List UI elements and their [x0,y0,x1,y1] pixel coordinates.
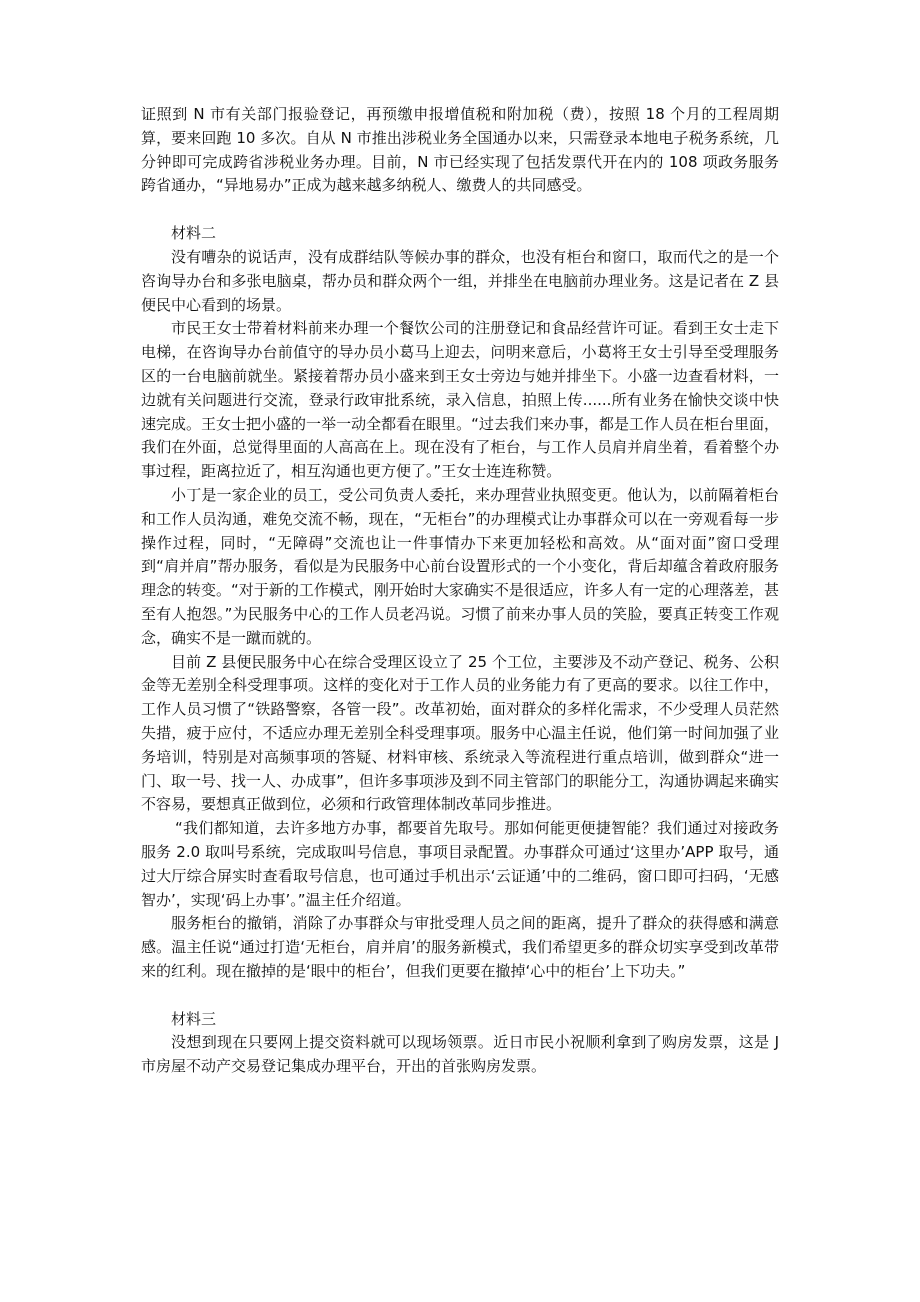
section-spacer [141,198,779,222]
intro-paragraph: 证照到 N 市有关部门报验登记，再预缴申报增值税和附加税（费），按照 18 个月的工程周期算，要来回跑 10 多次。自从 N 市推出涉税业务全国通办以来，只需登录本地电子税务系统，几分钟即可完成跨省涉税业务办理。目前，N 市已经实现了包括发票代开在内的 108 项政务服务跨省通办，“异地易办”正成为越来越多纳税人、缴费人的共同感受。 [141,105,779,195]
material-2-paragraph: 服务柜台的撤销，消除了办事群众与审批受理人员之间的距离，提升了群众的获得感和满意感。温主任说“通过打造‘无柜台，肩并肩’的服务新模式，我们希望更多的群众切实享受到改革带来的红利。现在撤掉的是‘眼中的柜台’，但我们更要在撤掉‘心中的柜台’上下功夫。” [141,914,779,980]
material-3-heading: 材料三 [171,1009,217,1028]
material-2-paragraph: 没有嘈杂的说话声，没有成群结队等候办事的群众，也没有柜台和窗口，取而代之的是一个咨询导办台和多张电脑桌，帮办员和群众两个一组，并排坐在电脑前办理业务。这是记者在 Z 县便民中心看到的场景。 [141,247,779,314]
material-2-paragraph: 市民王女士带着材料前来办理一个餐饮公司的注册登记和食品经营许可证。看到王女士走下电梯，在咨询导办台前值守的导办员小葛马上迎去，问明来意后，小葛将王女士引导至受理服务区的一台电脑前就坐。紧接着帮办员小盛来到王女士旁边与她并排坐下。小盛一边查看材料，一边就有关问题进行交流，登录行政审批系统，录入信息，拍照上传......所有业务在愉快交谈中快速完成。王女士把小盛的一举一动全都看在眼里。“过去我们来办事，都是工作人员在柜台里面，我们在外面，总觉得里面的人高高在上。现在没有了柜台，与工作人员肩并肩坐着，看着整个办事过程，距离拉近了，相互沟通也更方便了。”王女士连连称赞。 [141,319,779,481]
document-page [141,103,779,1079]
material-2-paragraph: 小丁是一家企业的员工，受公司负责人委托，来办理营业执照变更。他认为，以前隔着柜台和工作人员沟通，难免交流不畅，现在，“无柜台”的办理模式让办事群众可以在一旁观看每一步操作过程，同时，“无障碍”交流也让一件事情办下来更加轻松和高效。从“面对面”窗口受理到“肩并肩”帮办服务，看似是为民服务中心前台设置形式的一个小变化，背后却蕴含着政府服务理念的转变。“对于新的工作模式，刚开始时大家确实不是很适应，许多人有一定的心理落差，甚至有人抱怨。”为民服务中心的工作人员老冯说。习惯了前来办事人员的笑脸，要真正转变工作观念，确实不是一蹴而就的。 [141,485,779,647]
material-2-paragraph: “我们都知道，去许多地方办事，都要首先取号。那如何能更便捷智能？我们通过对接政务服务 2.0 取叫号系统，完成取叫号信息，事项目录配置。办事群众可通过‘这里办’APP 取号，通过大厅综合屏实时查看取号信息，也可通过手机出示‘云证通’中的二维码，窗口即可扫码，‘无感智办’，实现‘码上办事’。”温主任介绍道。 [141,819,779,909]
material-2-heading: 材料二 [171,224,217,243]
material-2-paragraph: 目前 Z 县便民服务中心在综合受理区设立了 25 个工位，主要涉及不动产登记、税务、公积金等无差别全科受理事项。这样的变化对于工作人员的业务能力有了更高的要求。以往工作中，工作人员习惯了“铁路警察，各管一段”。改革初始，面对群众的多样化需求，不少受理人员茫然失措，疲于应付，不适应办理无差别全科受理事项。服务中心温主任说，他们第一时间加强了业务培训，特别是对高频事项的答疑、材料审核、系统录入等流程进行重点培训，做到群众“进一门、取一号、找一人、办成事”，但许多事项涉及到不同主管部门的职能分工，沟通协调起来确实不容易，要想真正做到位，必须和行政管理体制改革同步推进。 [141,652,779,814]
section-spacer [141,984,779,1008]
material-3-paragraph: 没想到现在只要网上提交资料就可以现场领票。近日市民小祝顺利拿到了购房发票，这是 J 市房屋不动产交易登记集成办理平台，开出的首张购房发票。 [141,1033,779,1076]
